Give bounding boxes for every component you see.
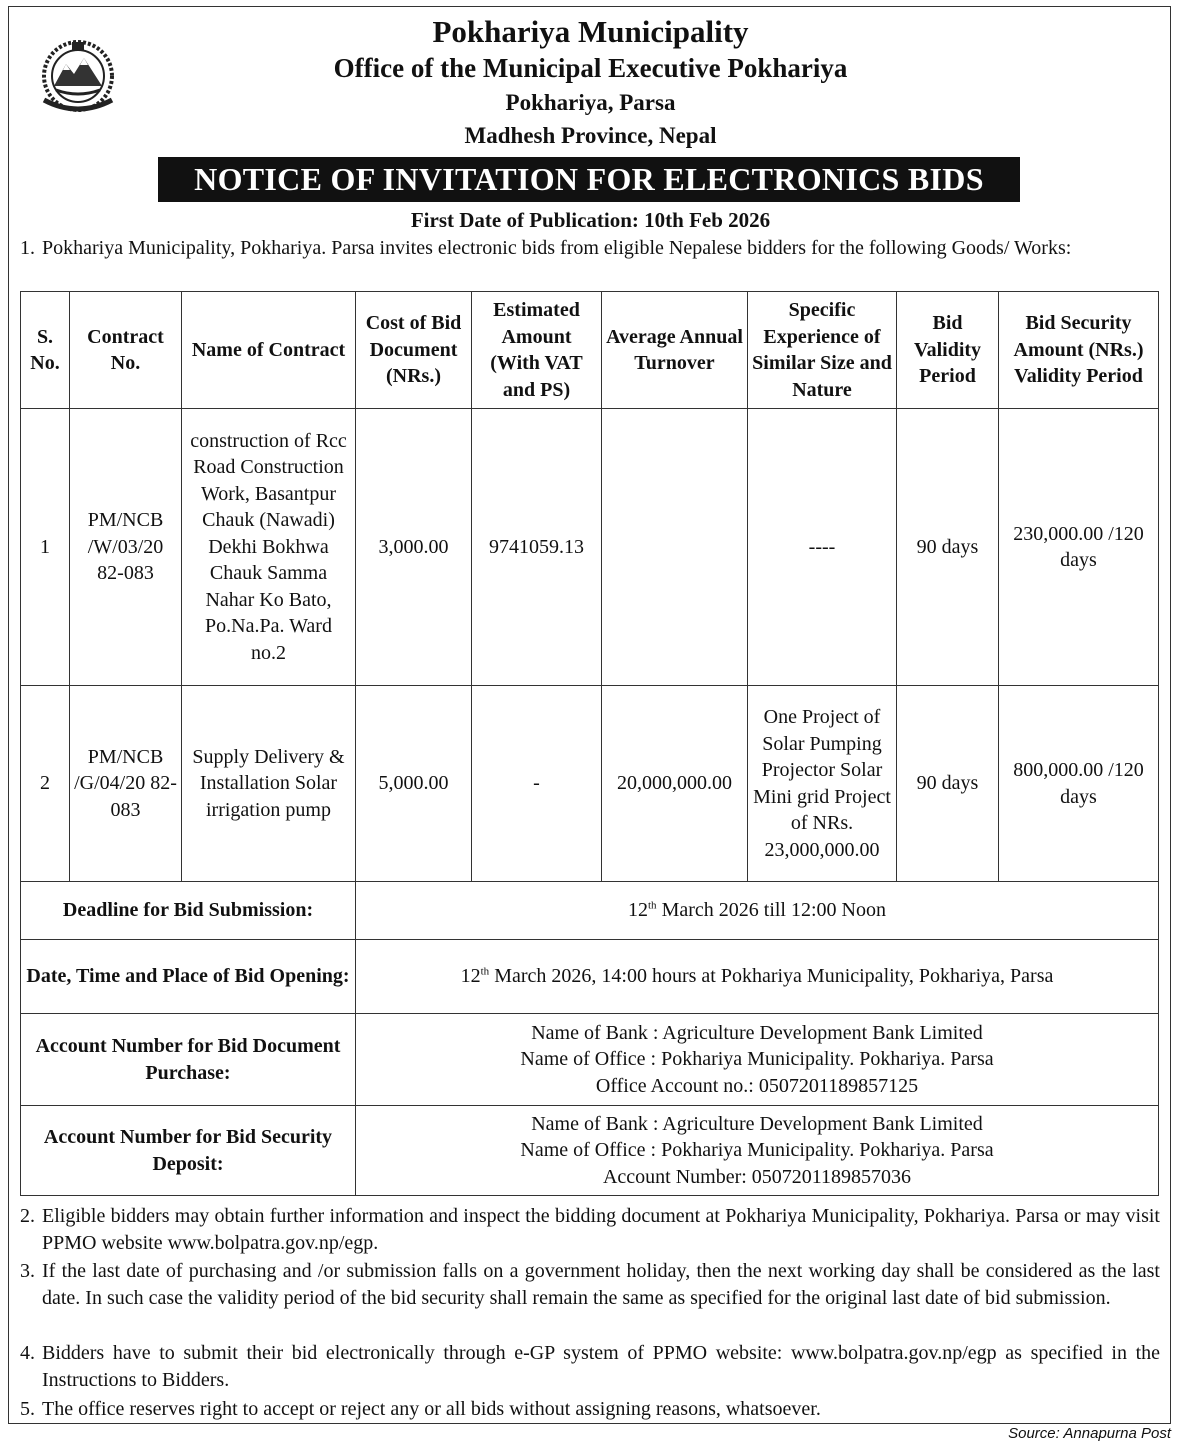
cell-validity: 90 days [897,409,999,686]
notice-header [0,14,1181,152]
point-5 [20,1396,1160,1423]
cell-contract-no: PM/NCB /W/03/20 82-083 [70,409,182,686]
publication-date: First Date of Publication: 10th Feb 2026 [410,208,771,232]
purchase-account-label: Account Number for Bid Document Purchase: [21,1014,356,1106]
point-2 [20,1203,1160,1257]
office-name-line: Name of Office : Pokhariya Municipality. Pokhariya. Parsa [520,1139,994,1162]
table-row [21,409,1159,686]
cell-cost: 5,000.00 [356,686,472,882]
header-turnover: Average Annual Turnover [602,292,748,409]
office-name-line: Name of Office : Pokhariya Municipality. Pokhariya. Parsa [520,1048,994,1071]
security-account-value [356,1106,1159,1196]
security-account-row [21,1106,1159,1196]
security-account-label: Account Number for Bid Security Deposit: [21,1106,356,1196]
account-number: Account Number: 0507201189857036 [602,1165,912,1188]
point-text: The office reserves right to accept or reject any or all bids without assigning reasons, whatsoever. [42,1398,821,1420]
deadline-value: 12th March 2026 till 12:00 Noon [356,882,1159,940]
cell-contract-name: construction of Rcc Road Construction Work, Basantpur Chauk (Nawadi) Dekhi Bokhwa Chauk Samma Nahar Ko Bato, Po.Na.Pa. Ward no.2 [182,409,356,686]
point-4 [20,1340,1160,1394]
cell-contract-no: PM/NCB /G/04/20 82-083 [70,686,182,882]
cell-turnover: 20,000,000.00 [602,686,748,882]
bank-name: Name of Bank : Agriculture Development Bank Limited [531,1021,983,1044]
purchase-account-value [356,1014,1159,1106]
header-security: Bid Security Amount (NRs.) Validity Period [999,292,1159,409]
cell-validity: 90 days [897,686,999,882]
header-estimated: Estimated Amount (With VAT and PS) [472,292,602,409]
header-validity: Bid Validity Period [897,292,999,409]
cell-sno: 2 [21,686,70,882]
point-number: 5. [20,1398,35,1420]
cell-cost: 3,000.00 [356,409,472,686]
source-credit: Source: Annapurna Post [1008,1425,1171,1442]
office-location: Pokhariya, Parsa [505,90,676,115]
point-number: 3. [20,1260,35,1282]
bank-name: Name of Bank : Agriculture Development Bank Limited [531,1112,983,1135]
point-number: 1. [20,237,35,259]
opening-label: Date, Time and Place of Bid Opening: [21,940,356,1014]
intro-paragraph [20,235,1160,262]
header-experience: Specific Experience of Similar Size and Nature [748,292,897,409]
cell-experience: One Project of Solar Pumping Projector Solar Mini grid Project of NRs. 23,000,000.00 [748,686,897,882]
account-number: Office Account no.: 0507201189857125 [595,1074,919,1097]
opening-value: 12th March 2026, 14:00 hours at Pokhariya Municipality, Pokhariya, Parsa [356,940,1159,1014]
point-text: Eligible bidders may obtain further information and inspect the bidding document at Pokhariya Municipality, Pokhariya. Parsa or may visit PPMO website www.bolpatra.gov.np/egp. [42,1205,1160,1254]
purchase-account-row [21,1014,1159,1106]
cell-security: 230,000.00 /120 days [999,409,1159,686]
opening-row [21,940,1159,1014]
point-number: 2. [20,1205,35,1227]
point-text: Pokhariya Municipality, Pokhariya. Parsa invites electronic bids from eligible Nepalese bidders for the following Goods/ Works: [42,237,1072,259]
table-row [21,686,1159,882]
cell-contract-name: Supply Delivery & Installation Solar irrigation pump [182,686,356,882]
cell-estimated: - [472,686,602,882]
deadline-label: Deadline for Bid Submission: [21,882,356,940]
cell-security: 800,000.00 /120 days [999,686,1159,882]
cell-experience: ---- [748,409,897,686]
bids-table [20,291,1159,1196]
cell-turnover [602,409,748,686]
notice-title-banner: NOTICE OF INVITATION FOR ELECTRONICS BIDS [158,157,1020,202]
point-3 [20,1258,1160,1312]
point-text: Bidders have to submit their bid electronically through e-GP system of PPMO website: www.bolpatra.gov.np/egp as specified in the Instructions to Bidders. [42,1342,1160,1391]
header-contract-no: Contract No. [70,292,182,409]
deadline-row [21,882,1159,940]
municipality-name: Pokhariya Municipality [432,14,749,49]
province-name: Madhesh Province, Nepal [464,123,717,148]
header-sno: S. No. [21,292,70,409]
header-cost: Cost of Bid Document (NRs.) [356,292,472,409]
cell-sno: 1 [21,409,70,686]
office-name: Office of the Municipal Executive Pokhariya [333,53,848,83]
cell-estimated: 9741059.13 [472,409,602,686]
table-header-row [21,292,1159,409]
point-text: If the last date of purchasing and /or submission falls on a government holiday, then the next working day shall be considered as the last date. In such case the validity period of the bid security shall remain the same as specified for the original last date of bid submission. [42,1260,1160,1309]
point-number: 4. [20,1342,35,1364]
header-contract-name: Name of Contract [182,292,356,409]
